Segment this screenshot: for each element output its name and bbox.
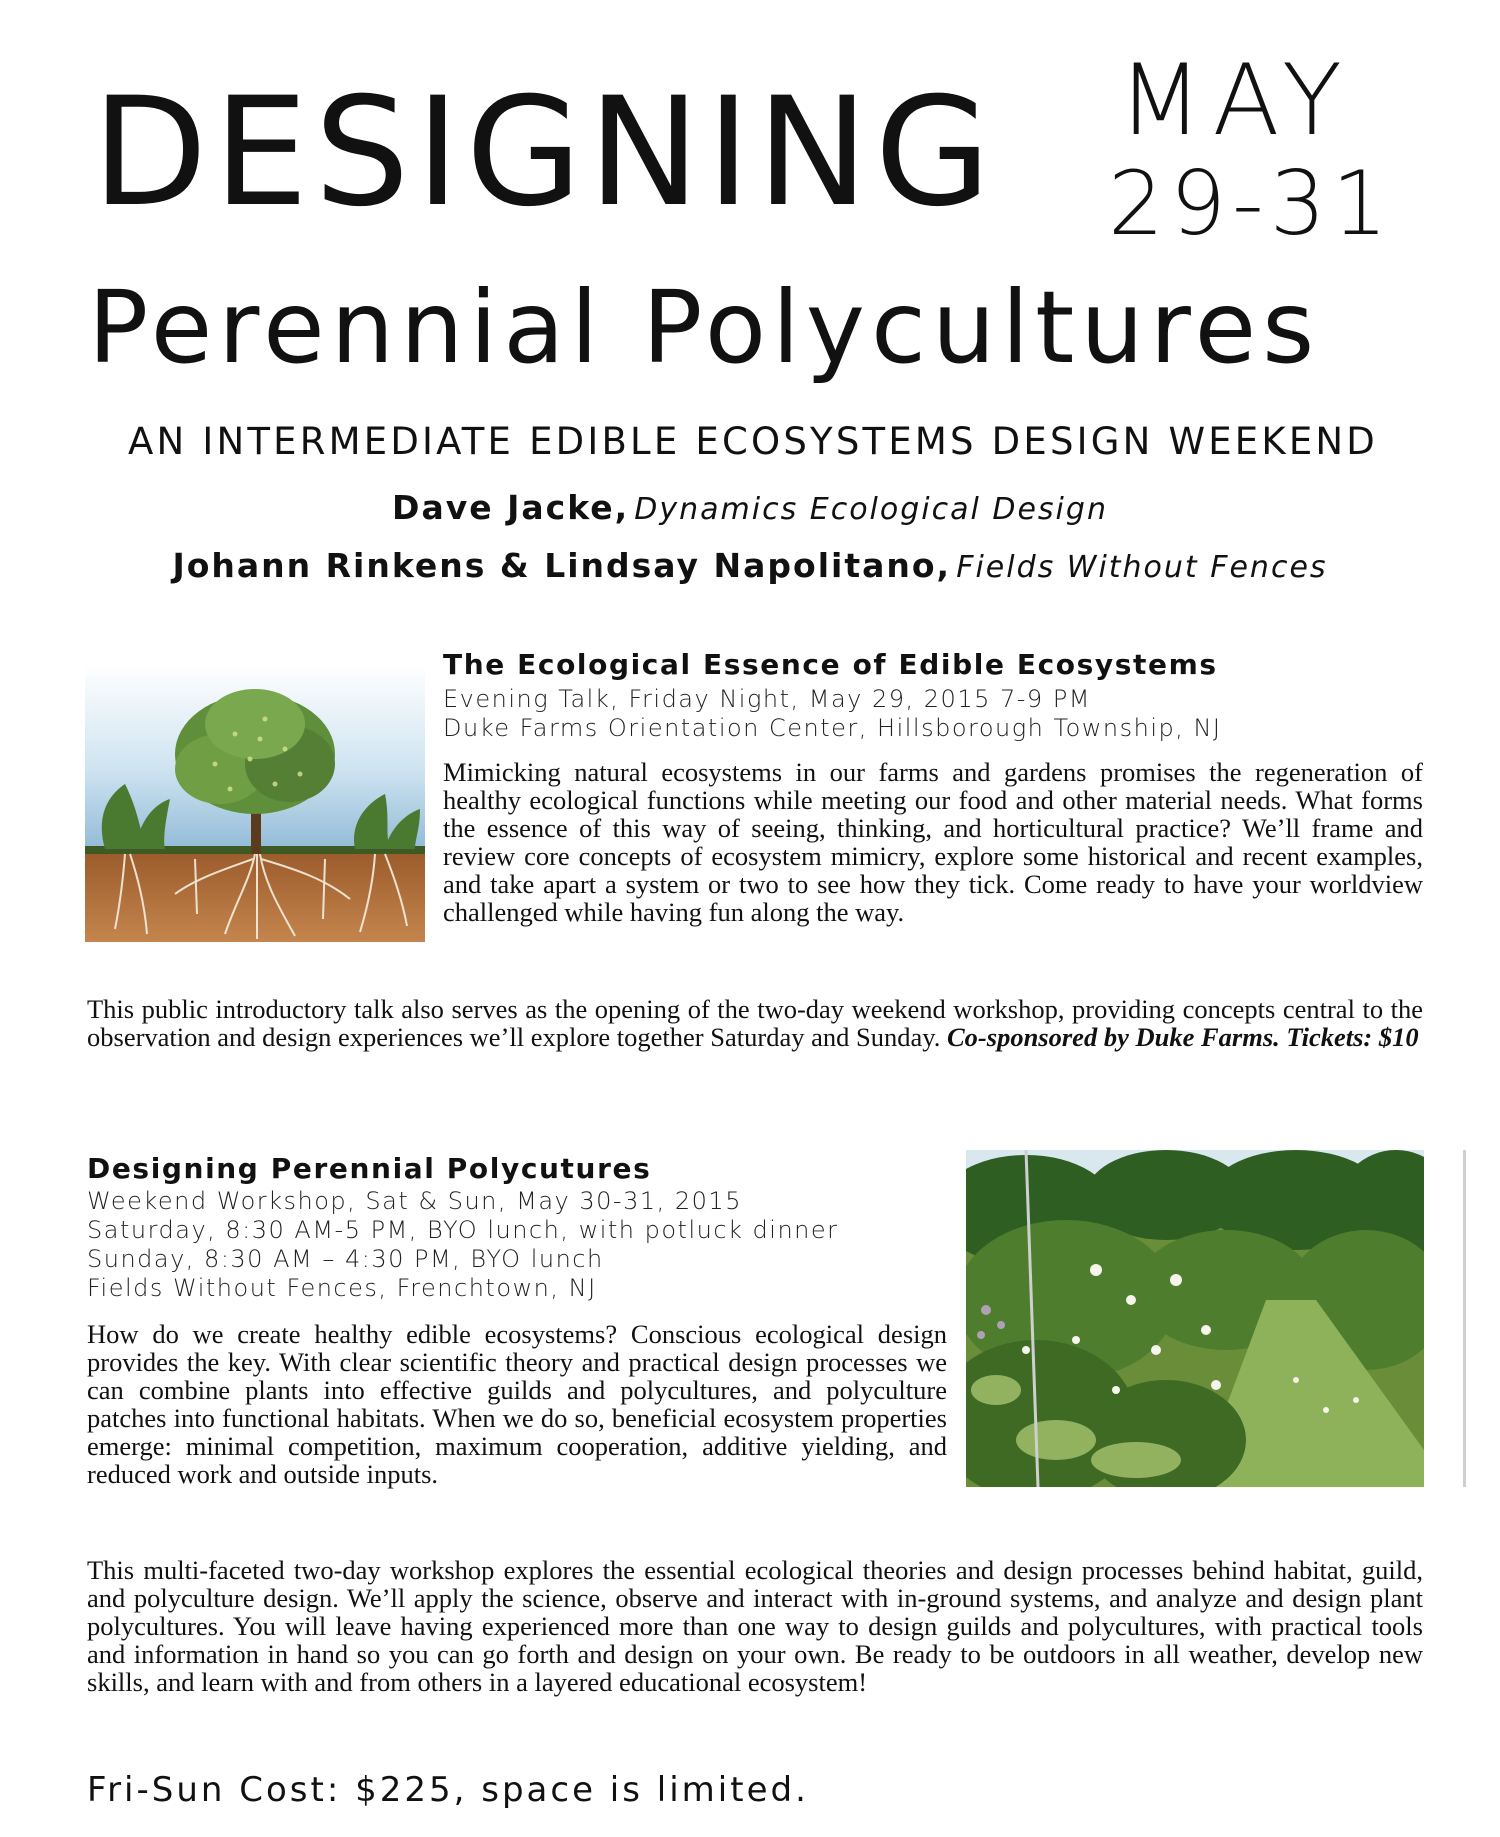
talk-location: Duke Farms Orientation Center, Hillsborough Township, NJ (443, 714, 1222, 742)
garden-photo (966, 1150, 1424, 1487)
talk-note-text: This public introductory talk also serves as the opening of the two-day weekend workshop, providing concepts central to the observation and design experiences we’ll explore together Saturday and Sunday. (87, 994, 1423, 1052)
subtitle: AN INTERMEDIATE EDIBLE ECOSYSTEMS DESIGN WEEKEND (127, 420, 1378, 463)
workshop-details (87, 1187, 839, 1303)
cost-line: Fri-Sun Cost: $225, space is limited. (87, 1770, 809, 1810)
talk-sponsor-tickets: Co-sponsored by Duke Farms. Tickets: $10 (947, 1022, 1419, 1052)
presenter-line-2 (0, 546, 1500, 585)
tree-illustration (85, 664, 425, 942)
presenter-line-1 (0, 488, 1500, 527)
workshop-dates: Weekend Workshop, Sat & Sun, May 30-31, 2015 (87, 1187, 742, 1215)
workshop-description: How do we create healthy edible ecosystems? Conscious ecological design provides the key. With clear scientific theory and practical design processes we can combine plants into effective guilds and polycultures, and polyculture patches into functional habitats. When we do so, beneficial ecosystem properties emerge: minimal competition, maximum cooperation, additive yielding, and reduced work and outside inputs. (87, 1319, 947, 1489)
presenter-names: Johann Rinkens & Lindsay Napolitano, (172, 546, 952, 585)
workshop-sunday: Sunday, 8:30 AM – 4:30 PM, BYO lunch (87, 1245, 604, 1273)
workshop-location: Fields Without Fences, Frenchtown, NJ (87, 1274, 597, 1302)
talk-time: Evening Talk, Friday Night, May 29, 2015 7-9 PM (443, 685, 1091, 713)
talk-note (87, 995, 1423, 1051)
photo-divider (1463, 1150, 1466, 1487)
presenter-organization: Fields Without Fences (956, 550, 1328, 585)
event-month: MAY (1118, 44, 1352, 158)
workshop-overview: This multi-faceted two-day workshop explores the essential ecological theories and design processes behind habitat, guild, and polyculture design. We’ll apply the science, observe and interact with in-ground systems, and analyze and design plant polycultures. You will leave having experienced more than one way to design guilds and polycultures, with practical tools and information in hand so you can go forth and design on your own. Be ready to be outdoors in all weather, develop new skills, and learn with and from others in a layered educational ecosystem! (87, 1555, 1423, 1697)
talk-description: Mimicking natural ecosystems in our farms and gardens promises the regeneration of healthy ecological functions while meeting our food and other material needs. What forms the essence of this way of seeing, thinking, and horticultural practice? We’ll frame and review core concepts of ecosystem mimicry, explore some historical and recent examples, and take apart a system or two to see how they tick. Come ready to have your worldview challenged while having fun along the way. (443, 757, 1423, 927)
event-dates: 29-31 (1108, 152, 1394, 255)
workshop-saturday: Saturday, 8:30 AM-5 PM, BYO lunch, with potluck dinner (87, 1216, 839, 1244)
talk-title: The Ecological Essence of Edible Ecosystems (443, 648, 1218, 681)
title-designing: DESIGNING (92, 66, 997, 240)
presenter-names: Dave Jacke, (392, 488, 630, 527)
presenter-organization: Dynamics Ecological Design (634, 492, 1108, 527)
workshop-title: Designing Perennial Polycutures (87, 1152, 652, 1185)
title-perennial-polycultures: Perennial Polycultures (88, 269, 1321, 386)
talk-details (443, 685, 1222, 743)
